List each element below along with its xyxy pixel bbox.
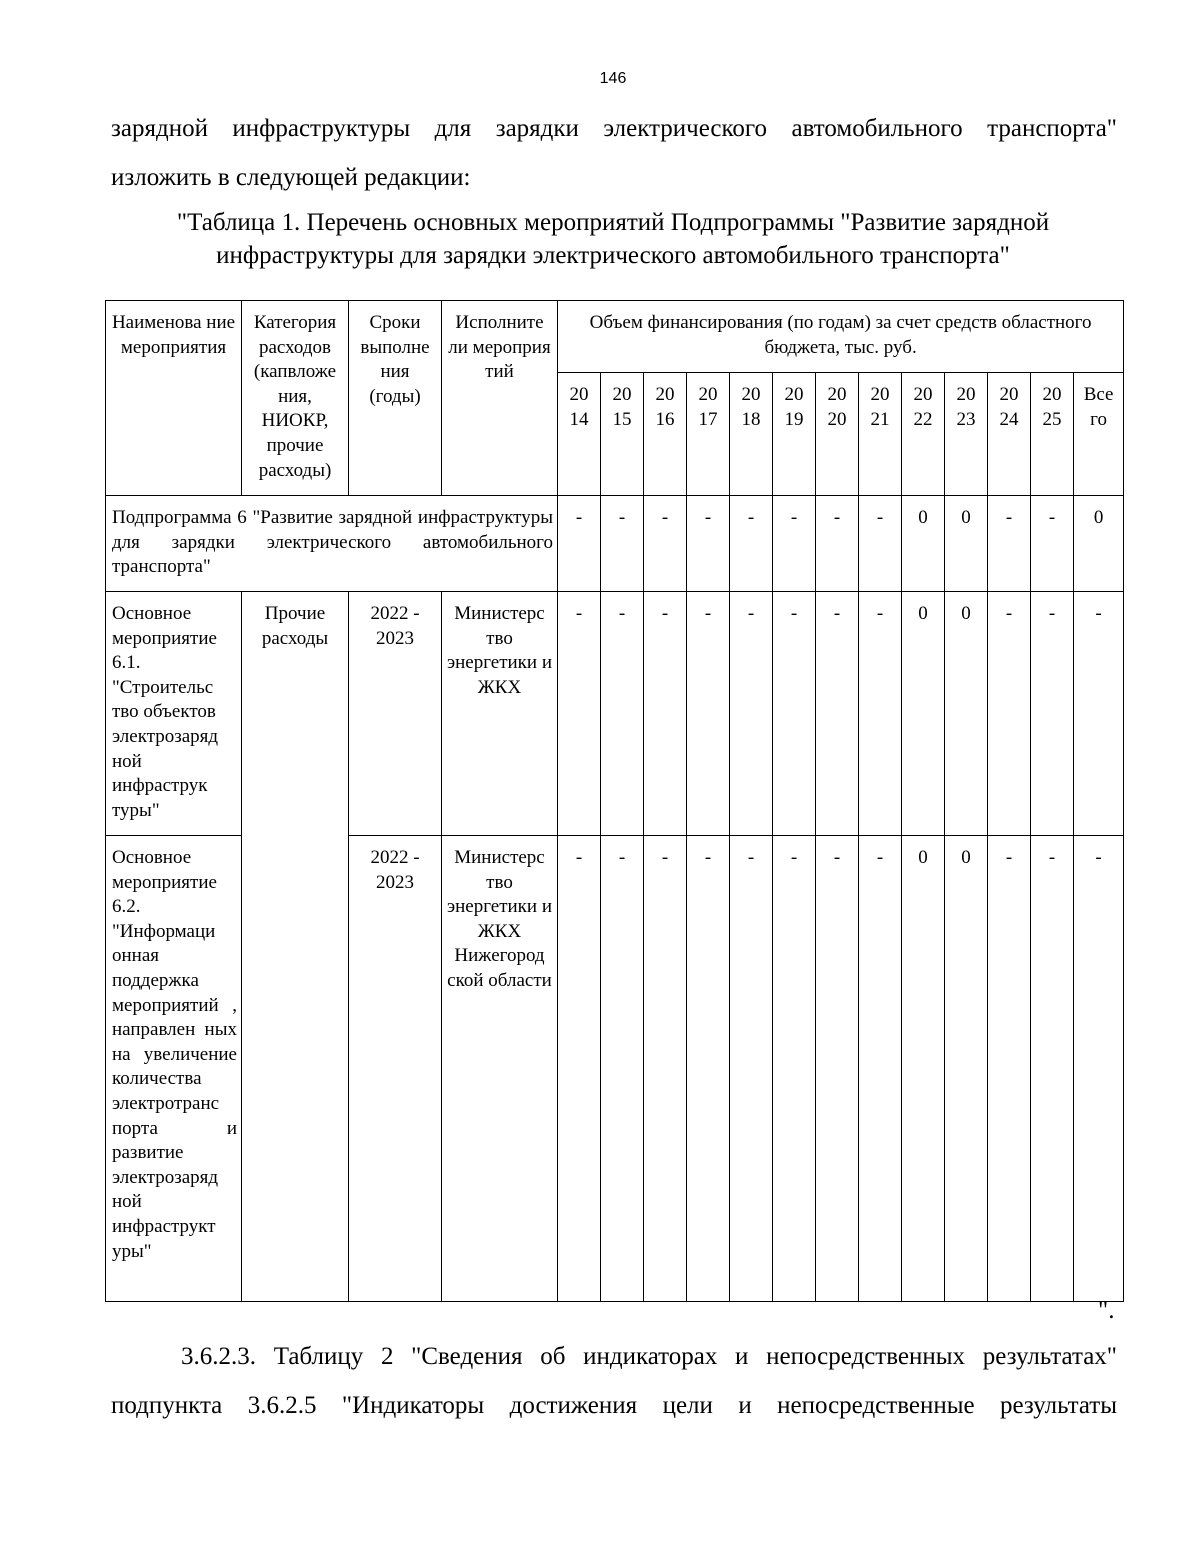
category-cell: Прочие расходы <box>242 592 349 1302</box>
header-name: Наименова ние мероприятия <box>106 301 242 496</box>
table-cell: - <box>859 496 902 592</box>
table-cell: - <box>988 592 1031 836</box>
subprogram-label: Подпрограмма 6 "Развитие зарядной инфраструктуры для зарядки электрического автомобильного транспорта" <box>106 496 558 592</box>
table-cell: - <box>1031 836 1074 1302</box>
table-cell: - <box>988 836 1031 1302</box>
year-2014: 20 14 <box>558 373 601 496</box>
year-total: Все го <box>1074 373 1124 496</box>
year-2018: 20 18 <box>730 373 773 496</box>
table-cell: - <box>1031 592 1074 836</box>
table-cell: - <box>816 496 859 592</box>
closing-mark: ". <box>1098 1297 1115 1324</box>
caption-line-1: "Таблица 1. Перечень основных мероприятий Подпрограммы "Развитие зарядной <box>176 209 1050 236</box>
header-category: Категория расходов (капвложе ния, НИОКР, прочие расходы) <box>242 301 349 496</box>
executor-cell: Министерс тво энергетики и ЖКХ <box>442 592 558 836</box>
table-cell: - <box>644 496 687 592</box>
table-cell: 0 <box>945 836 988 1302</box>
year-2017: 20 17 <box>687 373 730 496</box>
table-cell: 0 <box>945 496 988 592</box>
year-2023: 20 23 <box>945 373 988 496</box>
terms-cell: 2022 - 2023 <box>349 592 442 836</box>
table-row <box>106 592 1124 836</box>
table-cell: - <box>1074 592 1124 836</box>
measures-table <box>105 300 1124 1302</box>
header-funding: Объем финансирования (по годам) за счет средств областного бюджета, тыс. руб. <box>558 301 1124 373</box>
table-cell: - <box>687 836 730 1302</box>
year-2019: 20 19 <box>773 373 816 496</box>
table-cell: - <box>730 836 773 1302</box>
measure-name: Основное мероприятие 6.2. "Информаци онная поддержка мероприятий , направлен ных на увеличение количества электротранс порта и развитие электрозаряд ной инфраструкт уры" <box>106 836 242 1302</box>
year-2025: 20 25 <box>1031 373 1074 496</box>
table-cell: 0 <box>902 496 945 592</box>
table-cell: - <box>601 592 644 836</box>
table-cell: - <box>859 592 902 836</box>
table-cell: - <box>558 836 601 1302</box>
table-cell: - <box>730 592 773 836</box>
year-2015: 20 15 <box>601 373 644 496</box>
table-cell: - <box>816 592 859 836</box>
header-executors: Исполните ли мероприя тий <box>442 301 558 496</box>
year-2016: 20 16 <box>644 373 687 496</box>
year-2020: 20 20 <box>816 373 859 496</box>
caption-line-2: инфраструктуры для зарядки электрического автомобильного транспорта" <box>216 242 1010 269</box>
intro-line-2: изложить в следующей редакции: <box>111 164 471 191</box>
table-cell: - <box>644 592 687 836</box>
table-cell: 0 <box>1074 496 1124 592</box>
table-cell: - <box>859 836 902 1302</box>
table-cell: - <box>601 496 644 592</box>
year-2024: 20 24 <box>988 373 1031 496</box>
table-cell: 0 <box>902 592 945 836</box>
page-number: 146 <box>599 70 627 87</box>
outro-line-1: 3.6.2.3. Таблицу 2 "Сведения об индикаторах и непосредственных результатах" <box>181 1343 1117 1370</box>
table-cell: - <box>687 592 730 836</box>
table-cell: - <box>816 836 859 1302</box>
table-cell: - <box>988 496 1031 592</box>
year-2021: 20 21 <box>859 373 902 496</box>
table-cell: - <box>601 836 644 1302</box>
header-terms: Сроки выполне ния (годы) <box>349 301 442 496</box>
year-2022: 20 22 <box>902 373 945 496</box>
table-cell: - <box>730 496 773 592</box>
executor-cell: Министерс тво энергетики и ЖКХ Нижегород ской области <box>442 836 558 1302</box>
table-cell: - <box>687 496 730 592</box>
table-cell: 0 <box>945 592 988 836</box>
terms-cell: 2022 - 2023 <box>349 836 442 1302</box>
table-cell: - <box>644 836 687 1302</box>
table-cell: - <box>773 496 816 592</box>
measure-name: Основное мероприятие 6.1. "Строительс тво объектов электрозаряд ной инфраструк туры" <box>106 592 242 836</box>
table-caption <box>100 206 1126 272</box>
outro-line-2: подпункта 3.6.2.5 "Индикаторы достижения цели и непосредственные результаты <box>111 1392 1117 1419</box>
table-cell: - <box>773 592 816 836</box>
intro-line-1: зарядной инфраструктуры для зарядки электрического автомобильного транспорта" <box>111 115 1117 142</box>
table-cell: - <box>1031 496 1074 592</box>
table-cell: - <box>1074 836 1124 1302</box>
table-cell: - <box>558 592 601 836</box>
table-cell: - <box>558 496 601 592</box>
table-cell: 0 <box>902 836 945 1302</box>
table-cell: - <box>773 836 816 1302</box>
subprogram-row <box>106 496 1124 592</box>
